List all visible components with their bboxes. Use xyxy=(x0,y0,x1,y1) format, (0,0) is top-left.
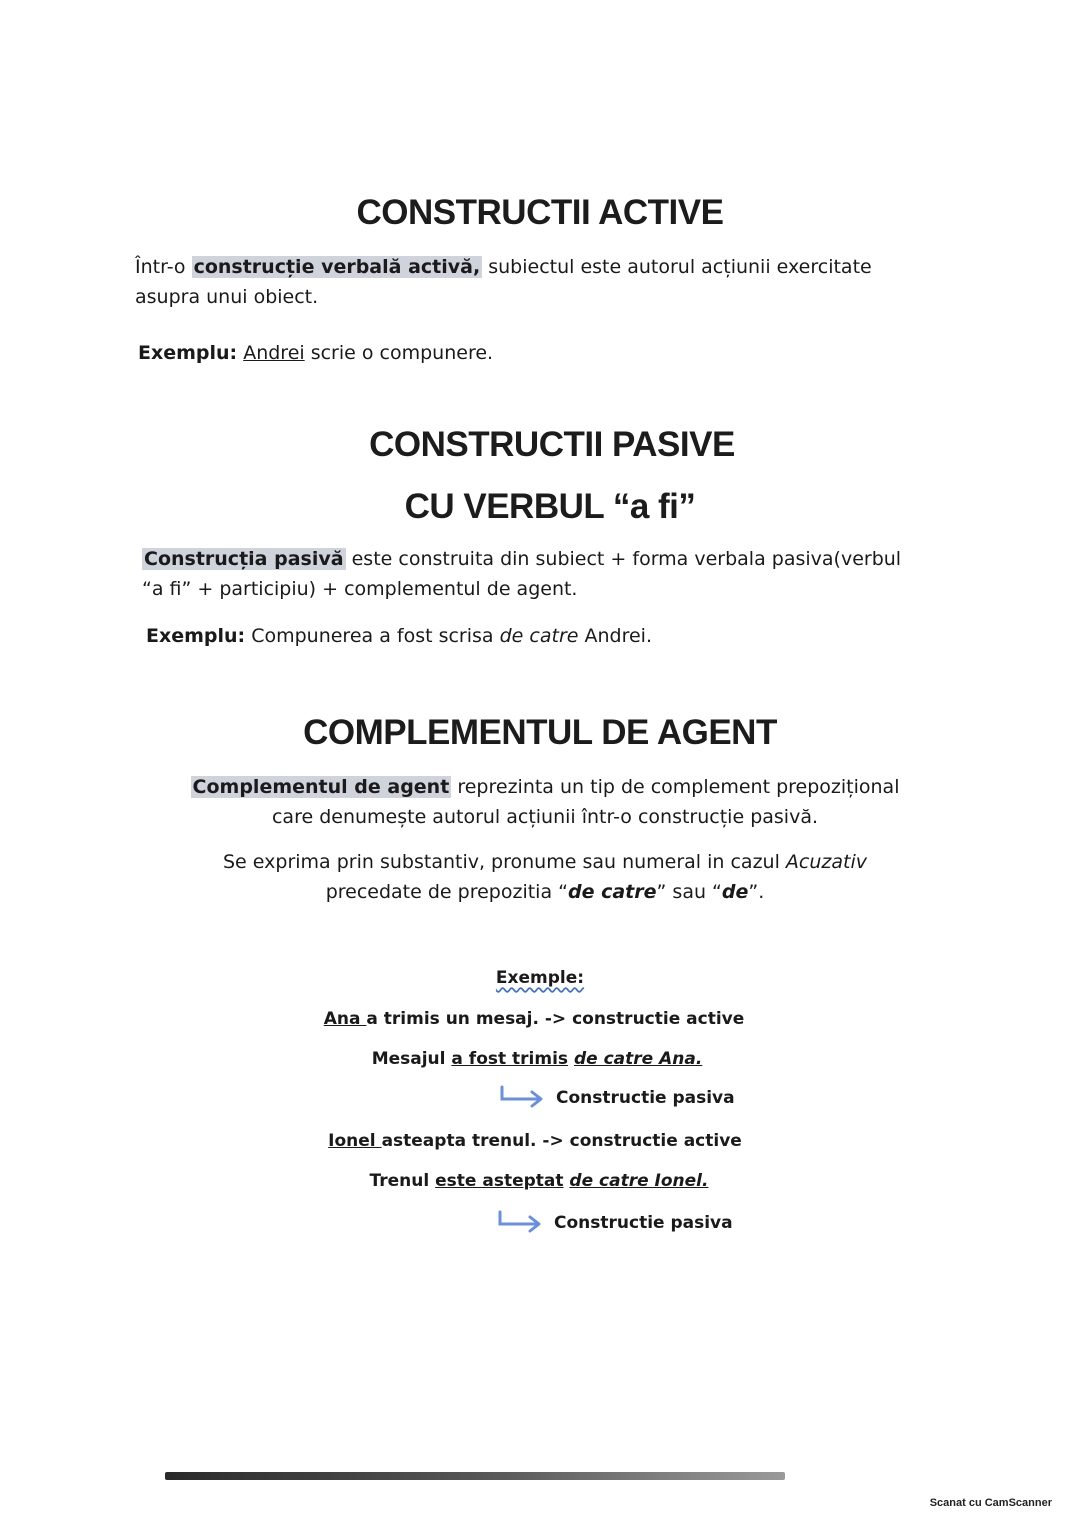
example-5-verb: este asteptat xyxy=(435,1171,564,1191)
active-title: CONSTRUCTII ACTIVE xyxy=(356,193,724,232)
agent-expr-mid: ” sau “ xyxy=(656,881,722,904)
example-2 xyxy=(0,1049,1077,1069)
example-6-label: Constructie pasiva xyxy=(554,1213,733,1233)
agent-expr-line2-start: precedate de prepozitia “ xyxy=(325,881,568,904)
passive-def-rest: este construita din subiect + forma verbala pasiva(verbul xyxy=(345,548,902,570)
return-arrow-icon xyxy=(496,1210,546,1236)
example-1-rest: a trimis un mesaj. -> constructie active xyxy=(366,1009,745,1029)
agent-definition xyxy=(5,772,1080,833)
example-2-agent: de catre Ana. xyxy=(573,1049,703,1069)
page-bottom-edge xyxy=(165,1472,785,1480)
passive-example-text: Compunerea a fost scrisa xyxy=(245,625,500,647)
active-example-subject: Andrei xyxy=(243,342,305,364)
passive-def-highlight: Construcția pasivă xyxy=(144,548,344,570)
agent-def-line2: care denumește autorul acțiunii într-o construcție pasivă. xyxy=(271,806,819,829)
agent-title: COMPLEMENTUL DE AGENT xyxy=(303,713,777,752)
agent-expr-case: Acuzativ xyxy=(785,851,867,873)
return-arrow-icon xyxy=(498,1085,548,1111)
example-3-label: Constructie pasiva xyxy=(556,1088,735,1108)
passive-example-label: Exemplu: xyxy=(146,625,246,647)
active-example-rest: scrie o compunere. xyxy=(304,342,494,364)
examples-label-line xyxy=(0,968,1080,988)
passive-definition xyxy=(142,544,942,605)
active-def-line2: asupra unui obiect. xyxy=(135,286,319,309)
agent-expr-end: ”. xyxy=(748,881,765,904)
agent-def-highlight: Complementul de agent xyxy=(192,776,450,798)
agent-def-rest: reprezinta un tip de complement prepozițional xyxy=(451,776,900,798)
example-5 xyxy=(0,1171,1079,1191)
passive-example-italic: de catre xyxy=(499,625,579,647)
active-definition xyxy=(135,252,935,313)
passive-title-line2: CU VERBUL “a fi” xyxy=(404,487,696,526)
example-4-rest: asteapta trenul. -> constructie active xyxy=(381,1131,742,1151)
example-1-subject: Ana xyxy=(323,1009,367,1029)
example-3 xyxy=(498,1085,735,1111)
passive-def-line2: “a fi” + participiu) + complementul de agent. xyxy=(142,578,578,601)
agent-expr-start: Se exprima prin substantiv, pronume sau numeral in cazul xyxy=(223,851,786,873)
passive-example xyxy=(146,621,652,651)
example-2-verb: a fost trimis xyxy=(451,1049,569,1069)
examples-label: Exemple: xyxy=(495,968,585,988)
active-def-rest: subiectul este autorul acțiunii exercitate xyxy=(482,256,872,278)
example-2-start: Mesajul xyxy=(371,1049,452,1069)
active-example-label: Exemplu: xyxy=(138,342,238,364)
passive-example-end: Andrei. xyxy=(578,625,652,647)
active-example xyxy=(138,338,493,368)
example-4 xyxy=(0,1131,1075,1151)
active-def-start: Într-o xyxy=(135,256,192,278)
example-4-subject: Ionel xyxy=(328,1131,382,1151)
agent-expr-prep2: de xyxy=(721,881,749,904)
example-6 xyxy=(496,1210,733,1236)
passive-title-line1: CONSTRUCTII PASIVE xyxy=(369,425,735,464)
example-5-start: Trenul xyxy=(369,1171,436,1191)
agent-expr-prep1: de catre xyxy=(568,881,657,904)
example-5-agent: de catre Ionel. xyxy=(569,1171,709,1191)
example-1 xyxy=(0,1009,1074,1029)
active-def-highlight: construcție verbală activă, xyxy=(193,256,481,278)
agent-expression xyxy=(5,847,1080,908)
scanner-watermark: Scanat cu CamScanner xyxy=(929,1497,1052,1509)
